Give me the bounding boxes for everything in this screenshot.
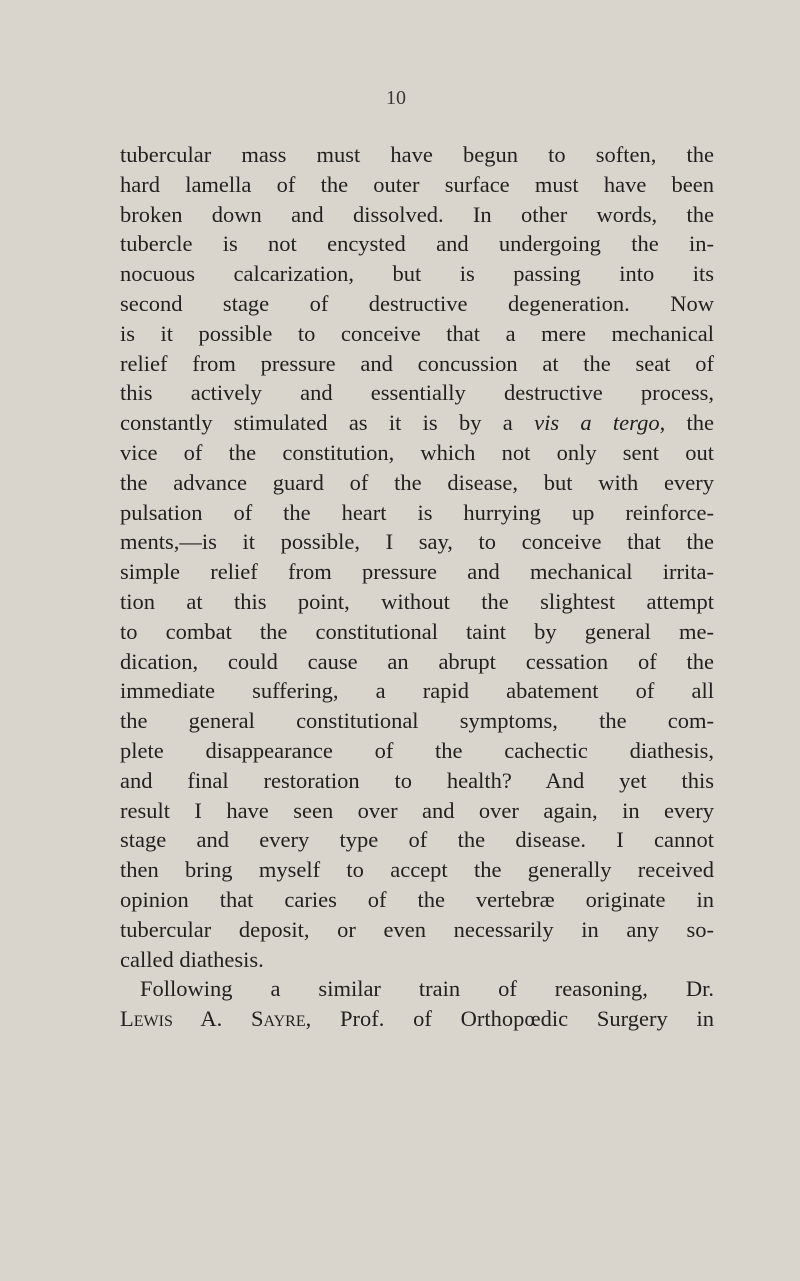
paragraph-end-line: called diathesis.	[120, 946, 264, 972]
text-line: dication, could cause an abrupt cessation of the	[120, 648, 714, 674]
text-line: pulsation of the heart is hurrying up reinforce-	[120, 499, 714, 525]
text-line: result I have seen over and over again, in every	[120, 797, 714, 823]
paragraph-start-line: Following a similar train of reasoning, Dr.	[140, 976, 714, 1002]
text-line: then bring myself to accept the generally received	[120, 857, 714, 883]
author-name: Lewis A. Sayre	[120, 1006, 306, 1032]
text-line: this actively and essentially destructive process,	[120, 380, 714, 406]
latin-phrase: vis a tergo	[534, 410, 660, 436]
text-line: tubercular mass must have begun to soften, the	[120, 142, 714, 167]
text-line: broken down and dissolved. In other words, the	[120, 201, 714, 227]
text-line: tion at this point, without the slightest attempt	[120, 588, 714, 614]
text-line-with-latin	[120, 408, 714, 438]
text-line-with-name	[120, 1004, 714, 1034]
text-line: opinion that caries of the vertebræ originate in	[120, 886, 714, 912]
text-line: the general constitutional symptoms, the com-	[120, 708, 714, 734]
text-segment: constantly stimulated as it is by a	[120, 410, 513, 436]
text-line: the advance guard of the disease, but with every	[120, 469, 714, 495]
text-line: tubercular deposit, or even necessarily in any so-	[120, 916, 714, 942]
text-line: relief from pressure and concussion at the seat of	[120, 350, 714, 376]
page-number: 10	[386, 87, 406, 109]
body-text	[120, 140, 714, 1034]
text-line: plete disappearance of the cachectic diathesis,	[120, 737, 714, 763]
text-line: second stage of destructive degeneration. Now	[120, 290, 714, 316]
text-line: vice of the constitution, which not only sent out	[120, 439, 714, 465]
text-segment: , the	[659, 410, 714, 436]
text-line: ments,—is it possible, I say, to conceive that the	[120, 529, 714, 555]
text-line: stage and every type of the disease. I cannot	[120, 827, 714, 853]
text-line: nocuous calcarization, but is passing into its	[120, 261, 714, 287]
text-line: to combat the constitutional taint by general me-	[120, 618, 714, 644]
text-line: hard lamella of the outer surface must have been	[120, 171, 714, 197]
text-line: tubercle is not encysted and undergoing the in-	[120, 231, 714, 257]
text-line: is it possible to conceive that a mere mechanical	[120, 320, 714, 346]
text-line: and final restoration to health? And yet this	[120, 767, 714, 793]
text-line: immediate suffering, a rapid abatement of all	[120, 678, 714, 704]
text-line: simple relief from pressure and mechanical irrita-	[120, 559, 714, 585]
text-segment: , Prof. of Orthopœdic Surgery in	[305, 1006, 714, 1032]
